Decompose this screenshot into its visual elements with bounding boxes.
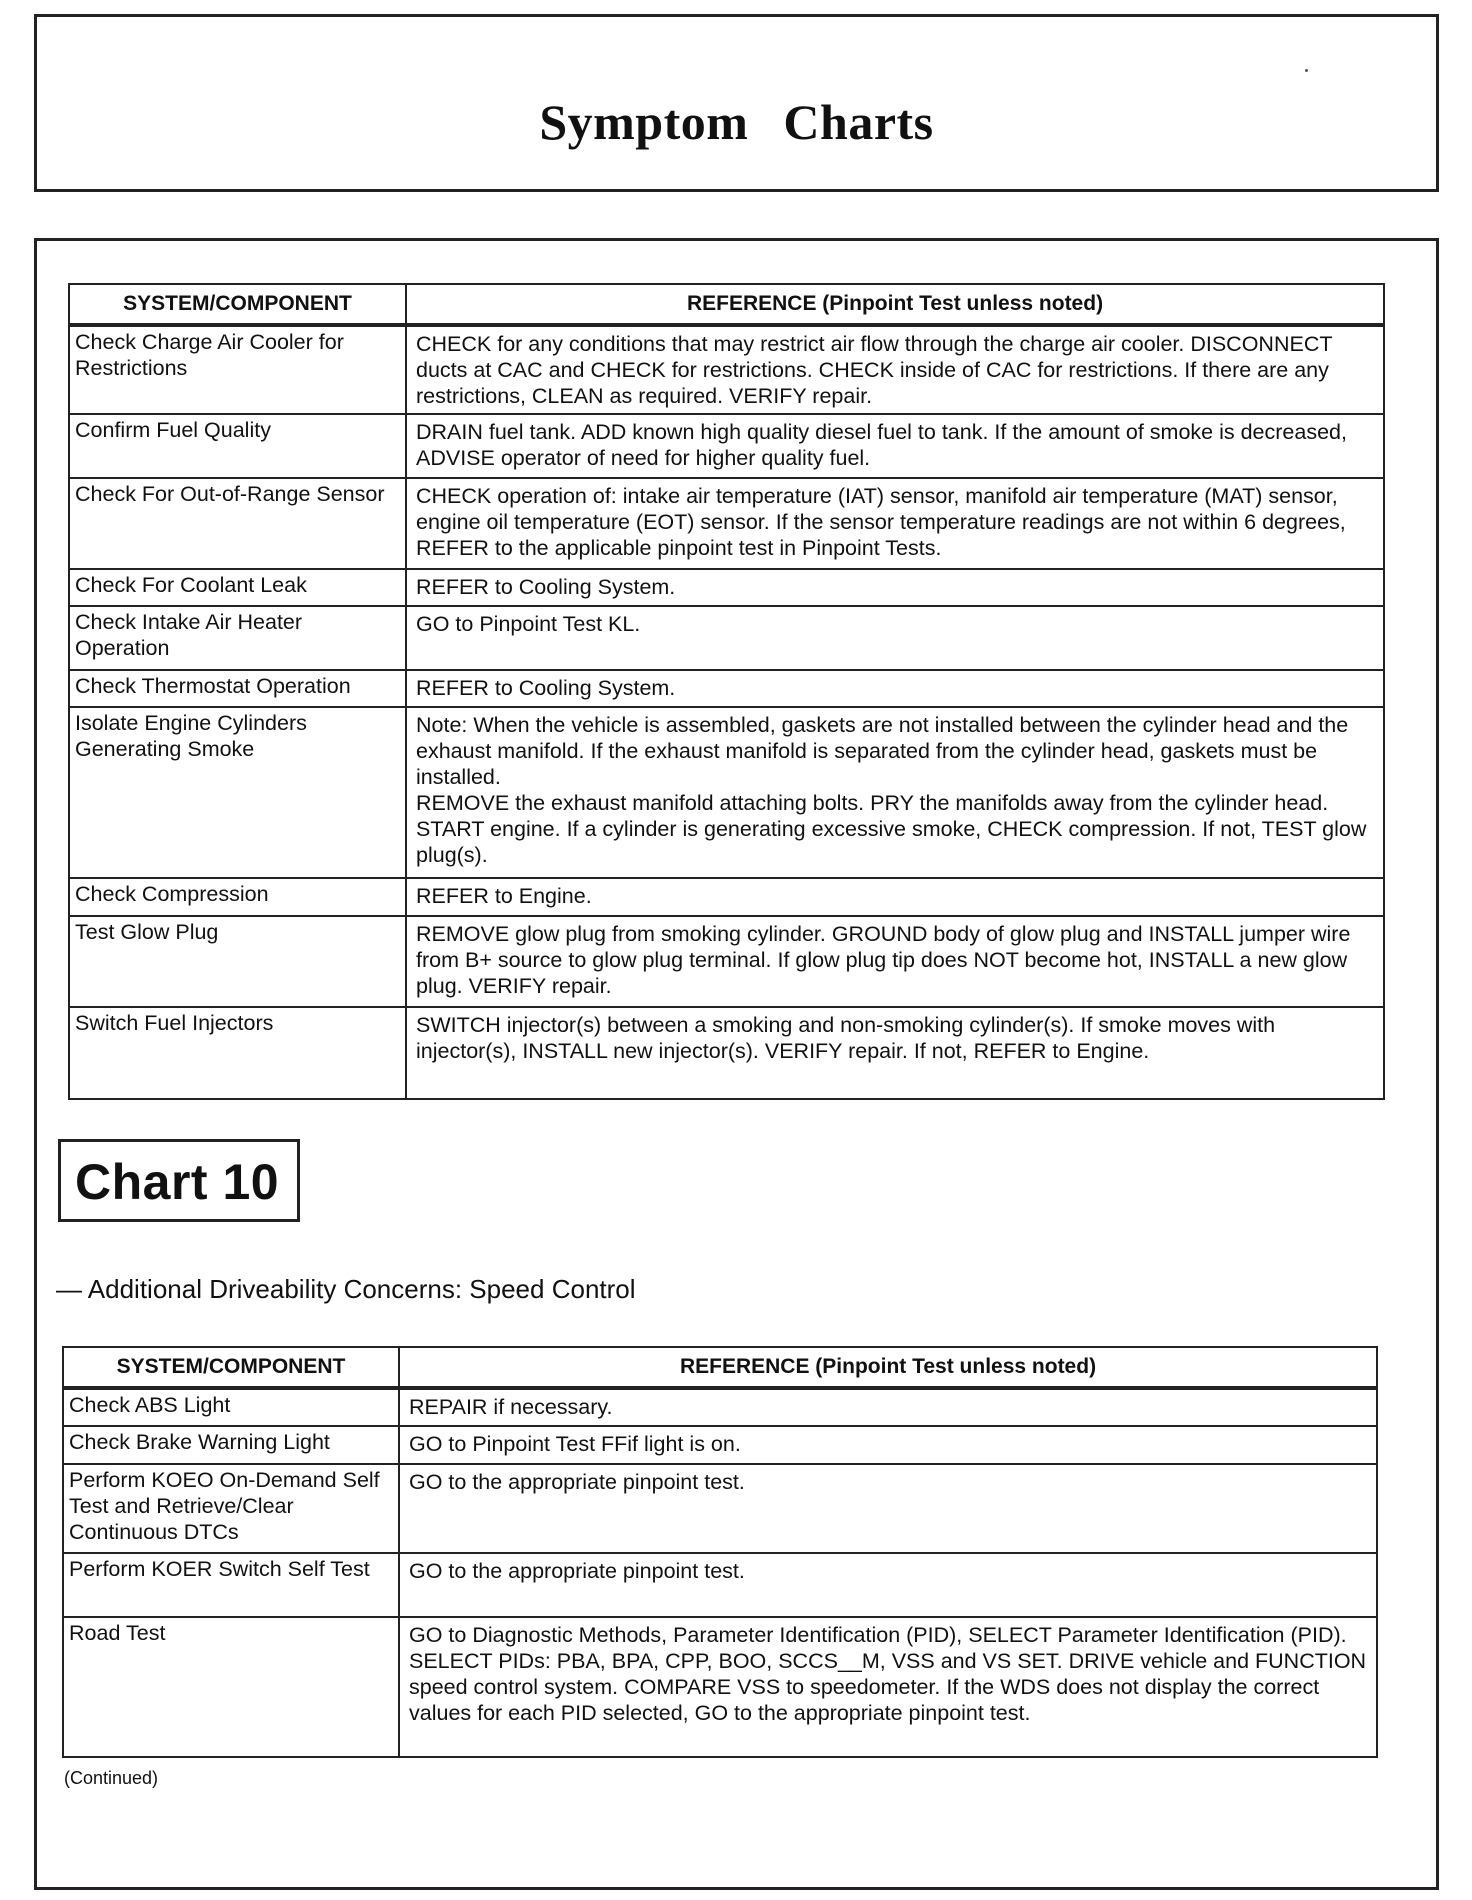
component-cell: Check ABS Light [63,1388,399,1426]
continued-note: (Continued) [64,1768,159,1788]
reference-cell: CHECK operation of: intake air temperature (IAT) sensor, manifold air temperature (MAT) sensor, engine oil temperature (EOT) sensor. If the sensor temperature readings are not within 6 degrees, REFER to the applicable pinpoint test in Pinpoint Tests. [406,478,1384,569]
reference-note: Note: When the vehicle is assembled, gaskets are not installed between the cylinder head and the exhaust manifold. If the exhaust manifold is separated from the cylinder head, gaskets must be installed. [416,713,1349,789]
table-row [69,1007,1384,1099]
component-cell: Test Glow Plug [69,916,406,1007]
component-cell: Check Intake Air Heater Operation [69,606,406,670]
component-cell: Perform KOER Switch Self Test [63,1553,399,1617]
component-cell: Road Test [63,1617,399,1757]
stray-dot [1305,69,1308,72]
symptom-table-1 [68,283,1385,1100]
table-row [69,569,1384,606]
component-cell: Perform KOEO On-Demand Self Test and Retrieve/Clear Continuous DTCs [63,1464,399,1553]
reference-cell: REFER to Cooling System. [406,670,1384,707]
title-box [34,14,1439,192]
reference-cell: GO to Diagnostic Methods, Parameter Identification (PID), SELECT Parameter Identification (PID). SELECT PIDs: PBA, BPA, CPP, BOO, SCCS__M, VSS and VS SET. DRIVE vehicle and FUNCTION speed control system. COMPARE VSS to speedometer. If the WDS does not display the correct values for each PID selected, GO to the appropriate pinpoint test. [399,1617,1377,1757]
column-header-system: SYSTEM/COMPONENT [69,284,406,325]
table-row [69,478,1384,569]
reference-cell: REMOVE glow plug from smoking cylinder. GROUND body of glow plug and INSTALL jumper wire from B+ source to glow plug terminal. If glow plug tip does NOT become hot, INSTALL a new glow plug. VERIFY repair. [406,916,1384,1007]
reference-cell: REFER to Engine. [406,878,1384,916]
column-header-reference: REFERENCE (Pinpoint Test unless noted) [399,1347,1377,1388]
table-row [69,325,1384,414]
component-cell: Check Brake Warning Light [63,1426,399,1464]
chart-subtitle: — Additional Driveability Concerns: Speed Control [56,1274,636,1304]
table-row [63,1426,1377,1464]
table-row [69,707,1384,878]
page-title: Symptom Charts [539,94,934,150]
component-cell: Confirm Fuel Quality [69,414,406,478]
reference-cell: SWITCH injector(s) between a smoking and non-smoking cylinder(s). If smoke moves with injector(s), INSTALL new injector(s). VERIFY repair. If not, REFER to Engine. [406,1007,1384,1099]
component-cell: Check Thermostat Operation [69,670,406,707]
table-row [69,878,1384,916]
reference-cell: REPAIR if necessary. [399,1388,1377,1426]
reference-cell: REFER to Cooling System. [406,569,1384,606]
column-header-system: SYSTEM/COMPONENT [63,1347,399,1388]
component-cell: Check Charge Air Cooler for Restrictions [69,325,406,414]
table-row [69,916,1384,1007]
component-cell: Isolate Engine Cylinders Generating Smoke [69,707,406,878]
reference-cell: GO to Pinpoint Test FFif light is on. [399,1426,1377,1464]
column-header-reference: REFERENCE (Pinpoint Test unless noted) [406,284,1384,325]
table-header-row [69,284,1384,325]
chart-label-box [58,1139,300,1222]
table-header-row [63,1347,1377,1388]
component-cell: Switch Fuel Injectors [69,1007,406,1099]
component-cell: Check For Coolant Leak [69,569,406,606]
reference-cell: GO to Pinpoint Test KL. [406,606,1384,670]
reference-cell [406,707,1384,878]
table-row [69,670,1384,707]
table-row [63,1617,1377,1757]
table-row [63,1464,1377,1553]
reference-cell: GO to the appropriate pinpoint test. [399,1553,1377,1617]
chart-label: Chart 10 [75,1154,280,1210]
component-cell: Check For Out-of-Range Sensor [69,478,406,569]
table-row [69,414,1384,478]
table-row [69,606,1384,670]
table-row [63,1553,1377,1617]
reference-cell: GO to the appropriate pinpoint test. [399,1464,1377,1553]
reference-cell: CHECK for any conditions that may restrict air flow through the charge air cooler. DISCONNECT ducts at CAC and CHECK for restrictions. CHECK inside of CAC for restrictions. If there are any restrictions, CLEAN as required. VERIFY repair. [406,325,1384,414]
symptom-table-2 [62,1346,1378,1758]
reference-cell: DRAIN fuel tank. ADD known high quality diesel fuel to tank. If the amount of smoke is decreased, ADVISE operator of need for higher quality fuel. [406,414,1384,478]
component-cell: Check Compression [69,878,406,916]
table-row [63,1388,1377,1426]
reference-procedure: REMOVE the exhaust manifold attaching bolts. PRY the manifolds away from the cylinder head. START engine. If a cylinder is generating excessive smoke, CHECK compression. If not, TEST glow plug(s). [416,791,1367,867]
